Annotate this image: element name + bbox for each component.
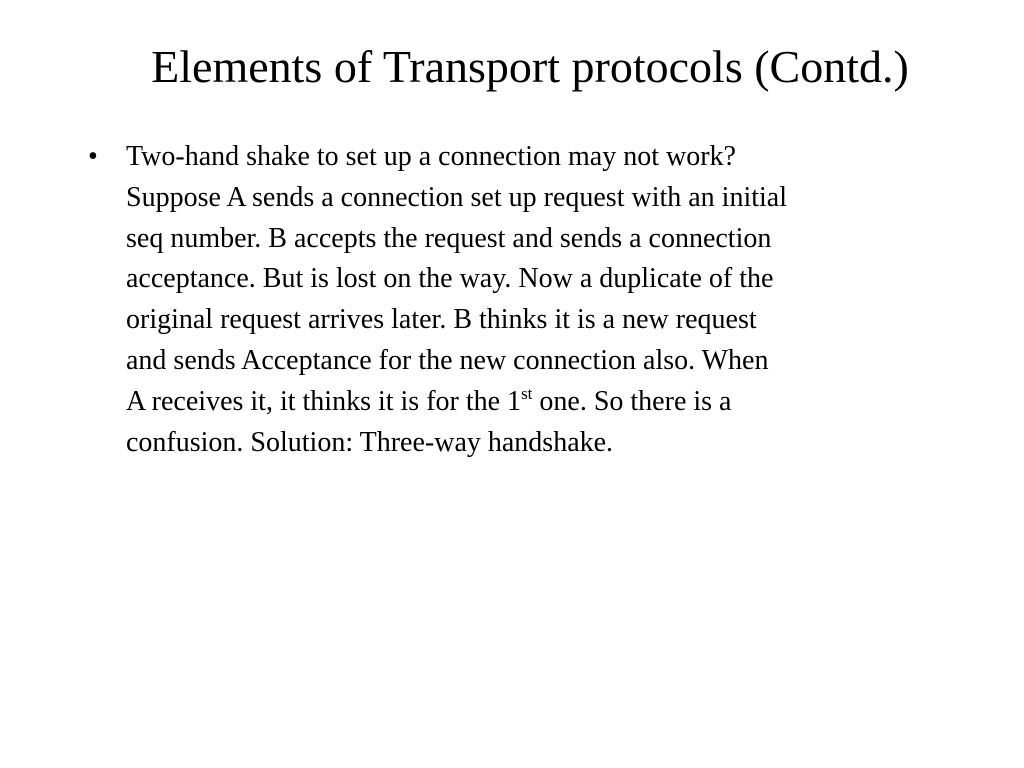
slide-title: Elements of Transport protocols (Contd.) [151, 41, 909, 92]
bullet-item [86, 137, 946, 463]
bullet-dot-icon: • [88, 141, 98, 172]
bullet-list [86, 137, 946, 463]
bullet-line-2: Suppose A sends a connection set up request with an initial [126, 181, 788, 213]
bullet-line-3: seq number. B accepts the request and sends a connection [126, 222, 772, 254]
bullet-line-8: confusion. Solution: Three-way handshake. [126, 426, 614, 458]
bullet-line-5: original request arrives later. B thinks it is a new request [126, 304, 757, 336]
bullet-line-6: and sends Acceptance for the new connection also. When [126, 344, 769, 376]
bullet-line-7-start: A receives it, it thinks it is for the 1 [126, 385, 522, 417]
bullet-line-7-end: one. So there is a [532, 385, 732, 417]
bullet-line-7 [126, 382, 946, 423]
ordinal-superscript: st [521, 383, 533, 403]
bullet-line-1: Two-hand shake to set up a connection may not work? [126, 141, 736, 172]
bullet-line-4: acceptance. But is lost on the way. Now a duplicate of the [126, 263, 774, 295]
